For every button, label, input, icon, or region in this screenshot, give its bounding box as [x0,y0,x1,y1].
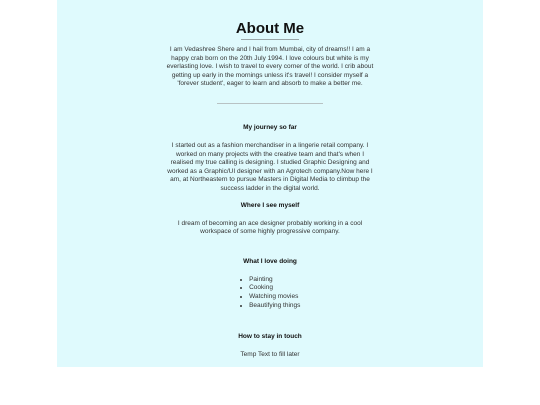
list-item: • Watching movies [240,293,301,302]
section-divider [217,103,323,104]
list-item: • Cooking [240,284,301,293]
list-item: • Painting [240,276,301,285]
page-title: About Me [235,20,305,37]
about-panel [57,0,483,367]
where-heading: Where I see myself [240,201,300,209]
where-paragraph: I dream of becoming an ace designer probably working in a cool workspace of some highly progressive company. [177,219,363,236]
intro-paragraph: I am Vedashree Shere and I hail from Mumbai, city of dreams!! I am a happy crab born on the 20th July 1994. I love colours but white is my everlasting love. I wish to travel to every corner of the world. I crib about getting up early in the mornings unless it's travel! I consider myself a 'forever student', eager to learn and absorb to make a better me. [166,46,374,88]
title-underline [241,39,299,40]
love-heading: What I love doing [243,257,297,265]
journey-heading: My journey so far [243,123,297,131]
touch-heading: How to stay in touch [238,332,302,340]
touch-paragraph: Temp Text to fill later [240,350,300,358]
love-list [240,276,301,310]
journey-paragraph: I started out as a fashion merchandiser in a lingerie retail company. I worked on many projects with the creative team and that's when I realised my true calling is designing. I studied Graphic Designing and worked as a Graphic/UI designer with an Agrotech company.Now here I am, at Northeastern to pursue Masters in Digital Media to climbup the success ladder in the digital world. [167,141,373,192]
list-item: • Beautifying things [240,302,301,311]
